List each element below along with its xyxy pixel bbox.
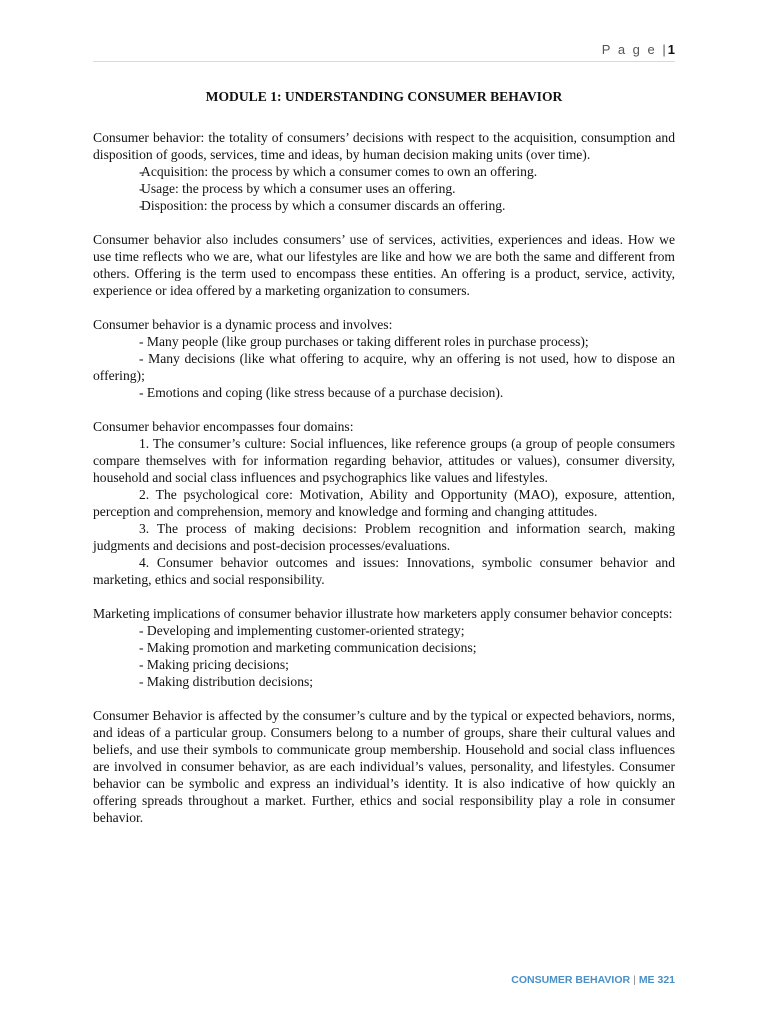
list-item: Usage: the process by which a consumer uses an offering. [141, 181, 456, 196]
list-item: 3. The process of making decisions: Problem recognition and information search, making judgments and decisions and post-decision processes/evaluations. [93, 521, 675, 553]
list-item: - Making promotion and marketing communication decisions; [139, 640, 477, 655]
definition-paragraph: Consumer behavior: the totality of consumers’ decisions with respect to the acquisition, consumption and disposition of goods, services, time and ideas, by human decision making units (over time). [93, 130, 675, 162]
list-item: - Many decisions (like what offering to acquire, why an offering is not used, how to dispose an offering); [93, 351, 675, 383]
list-item: - Making pricing decisions; [139, 657, 289, 672]
document-body [93, 88, 675, 826]
list-item: Acquisition: the process by which a consumer comes to own an offering. [141, 164, 538, 179]
list-item: Disposition: the process by which a consumer discards an offering. [141, 198, 506, 213]
list-item: 4. Consumer behavior outcomes and issues: Innovations, symbolic consumer behavior and marketing, ethics and social responsibility. [93, 555, 675, 587]
list-item: - Many people (like group purchases or taking different roles in purchase process); [139, 334, 589, 349]
page-number: 1 [667, 42, 675, 57]
dynamic-intro: Consumer behavior is a dynamic process and involves: [93, 317, 393, 332]
includes-paragraph: Consumer behavior also includes consumers’ use of services, activities, experiences and ideas. How we use time reflects who we are, what our lifestyles are like and how we are both the same and different from others. Offering is the term used to encompass these entities. An offering is a product, service, activity, experience or idea offered by a marketing organization to consumers. [93, 232, 675, 298]
list-item: 2. The psychological core: Motivation, Ability and Opportunity (MAO), exposure, attention, perception and comprehension, memory and knowledge and forming and changing attitudes. [93, 487, 675, 519]
domains-intro: Consumer behavior encompasses four domains: [93, 419, 354, 434]
affected-paragraph: Consumer Behavior is affected by the consumer’s culture and by the typical or expected behaviors, norms, and ideas of a particular group. Consumers belong to a number of groups, share their cultural values and beliefs, and use their symbols to communicate group membership. Household and social class influences are involved in consumer behavior, as are each individual’s values, personality, and lifestyles. Consumer behavior can be symbolic and express an individual’s identity. It is also indicative of how quickly an offering spreads throughout a market. Further, ethics and social responsibility play a role in consumer behavior. [93, 708, 675, 825]
page-label: P a g e [601, 42, 657, 57]
footer-course: CONSUMER BEHAVIOR [511, 974, 631, 986]
page-footer [93, 974, 675, 986]
list-item: - Making distribution decisions; [139, 674, 314, 689]
footer-course-code: ME 321 [638, 974, 675, 986]
implications-intro: Marketing implications of consumer behavior illustrate how marketers apply consumer behavior concepts: [93, 606, 673, 621]
page-separator: | [662, 42, 668, 57]
list-item: - Emotions and coping (like stress because of a purchase decision). [139, 385, 504, 400]
page-header [93, 42, 675, 57]
document-title: MODULE 1: UNDERSTANDING CONSUMER BEHAVIOR [205, 89, 563, 104]
list-item: 1. The consumer’s culture: Social influences, like reference groups (a group of people consumers compare themselves with for information regarding behavior, attitudes or values), consumer diversity, household and social class influences and psychographics like values and lifestyles. [93, 436, 675, 485]
footer-separator: | [633, 974, 636, 986]
list-item: - Developing and implementing customer-oriented strategy; [139, 623, 465, 638]
definition-list [93, 163, 675, 214]
header-rule [93, 61, 675, 62]
